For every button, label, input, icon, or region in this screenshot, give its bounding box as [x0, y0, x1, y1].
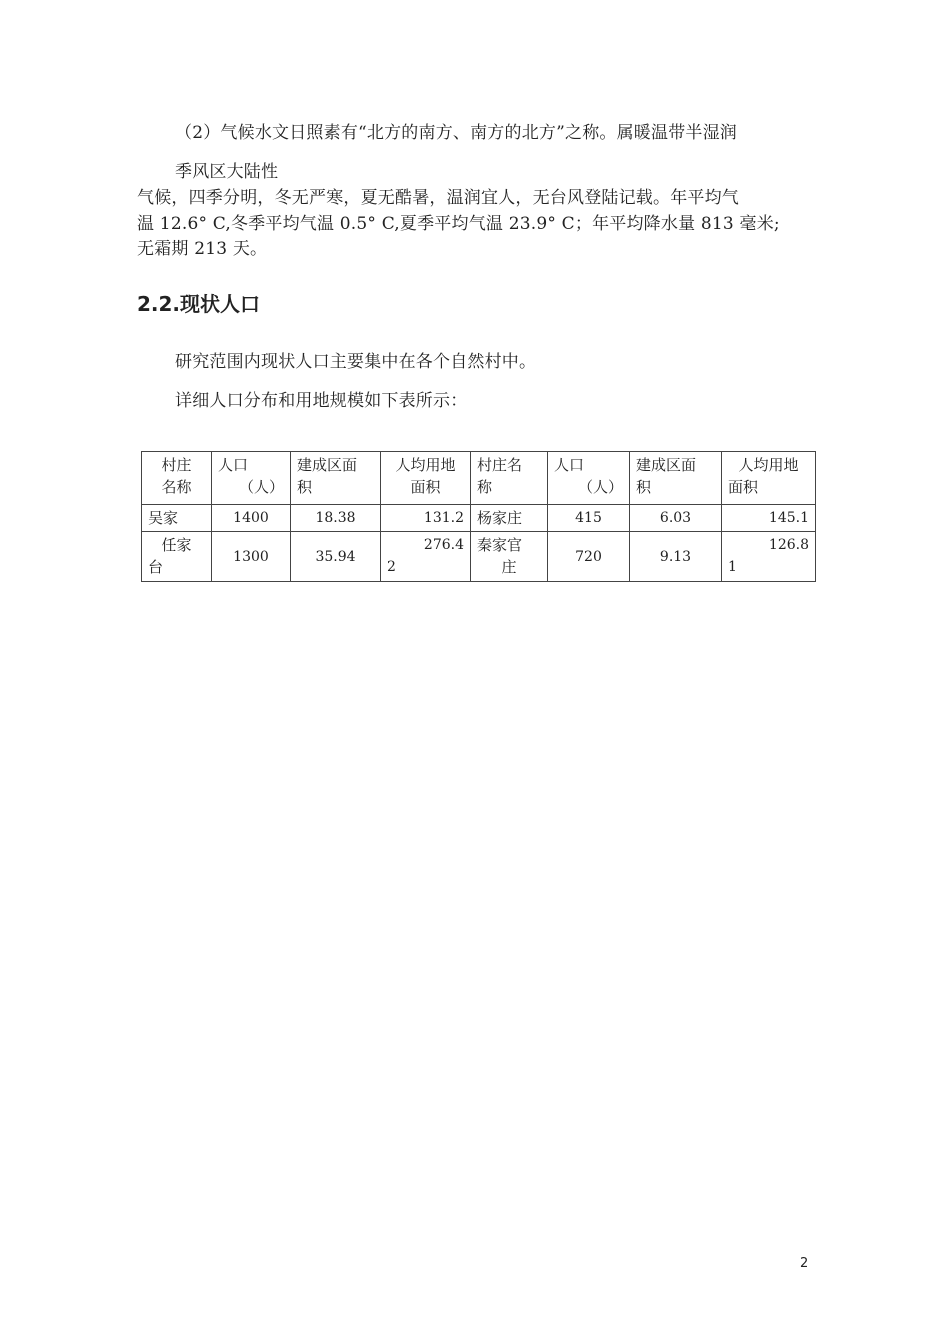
header-cell — [471, 452, 548, 505]
section-intro-2: 详细人口分布和用地规模如下表所示： — [175, 391, 468, 411]
village-name-cell: 杨家庄 — [471, 505, 548, 532]
section-intro-1: 研究范围内现状人口主要集中在各个自然村中。 — [175, 352, 537, 372]
population-cell: 1400 — [212, 505, 291, 532]
header-text-top: 建成区面 — [297, 456, 358, 474]
built-area-cell: 9.13 — [630, 532, 722, 582]
per-capita-area-cell — [722, 532, 816, 582]
header-text-bottom: （人） — [238, 478, 284, 496]
header-text-top: 建成区面 — [636, 456, 697, 474]
per-capita-top: 276.4 — [423, 537, 464, 553]
population-cell: 415 — [548, 505, 630, 532]
built-area-cell: 18.38 — [291, 505, 381, 532]
population-cell: 1300 — [212, 532, 291, 582]
per-capita-area-cell — [381, 532, 471, 582]
village-name-cell: 吴家 — [142, 505, 212, 532]
header-text-bottom: 称 — [477, 478, 493, 496]
paragraph-line-4: 温 12.6° C,冬季平均气温 0.5° C,夏季平均气温 23.9° C；年平均降水量 813 毫米; — [137, 214, 780, 234]
header-cell — [142, 452, 212, 505]
section-heading: 2.2.现状人口 — [137, 292, 261, 316]
paragraph-line-2: 季风区大陆性 — [175, 162, 279, 182]
header-text-bottom: 面积 — [728, 478, 759, 496]
header-cell — [212, 452, 291, 505]
header-cell — [548, 452, 630, 505]
table-row — [142, 532, 816, 582]
built-area-cell: 6.03 — [630, 505, 722, 532]
per-capita-bottom: 2 — [387, 559, 396, 575]
table-row — [142, 505, 816, 532]
paragraph-line-5: 无霜期 213 天。 — [137, 239, 268, 259]
population-table — [141, 451, 816, 582]
population-cell: 720 — [548, 532, 630, 582]
header-cell — [630, 452, 722, 505]
header-text-top: 村庄 — [161, 456, 192, 474]
header-text-top: 人均用地 — [395, 456, 456, 474]
header-cell — [291, 452, 381, 505]
per-capita-area-cell: 145.1 — [722, 505, 816, 532]
header-text-top: 人口 — [218, 456, 249, 474]
per-capita-bottom: 1 — [728, 559, 737, 575]
village-name-cell — [471, 532, 548, 582]
header-text-bottom: 名称 — [161, 478, 192, 496]
header-cell — [381, 452, 471, 505]
village-name-top: 任家 — [161, 536, 192, 554]
header-text-top: 人口 — [554, 456, 585, 474]
header-cell — [722, 452, 816, 505]
paragraph-line-1: （2）气候水文日照素有“北方的南方、南方的北方”之称。属暖温带半湿润 — [175, 123, 737, 143]
built-area-cell: 35.94 — [291, 532, 381, 582]
village-name-top: 秦家官 — [477, 536, 523, 554]
village-name-bottom: 庄 — [501, 558, 517, 576]
per-capita-top: 126.8 — [768, 537, 809, 553]
header-text-bottom: 积 — [297, 478, 313, 496]
page-number: 2 — [800, 1256, 809, 1271]
header-text-bottom: 积 — [636, 478, 652, 496]
header-text-bottom: 面积 — [410, 478, 441, 496]
table-header-row — [142, 452, 816, 505]
header-text-bottom: （人） — [577, 478, 623, 496]
paragraph-line-3: 气候，四季分明，冬无严寒，夏无酷暑，温润宜人，无台风登陆记载。年平均气 — [137, 188, 739, 208]
header-text-top: 村庄名 — [477, 456, 523, 474]
per-capita-area-cell: 131.2 — [381, 505, 471, 532]
village-name-bottom: 台 — [148, 558, 164, 576]
village-name-cell — [142, 532, 212, 582]
header-text-top: 人均用地 — [738, 456, 799, 474]
